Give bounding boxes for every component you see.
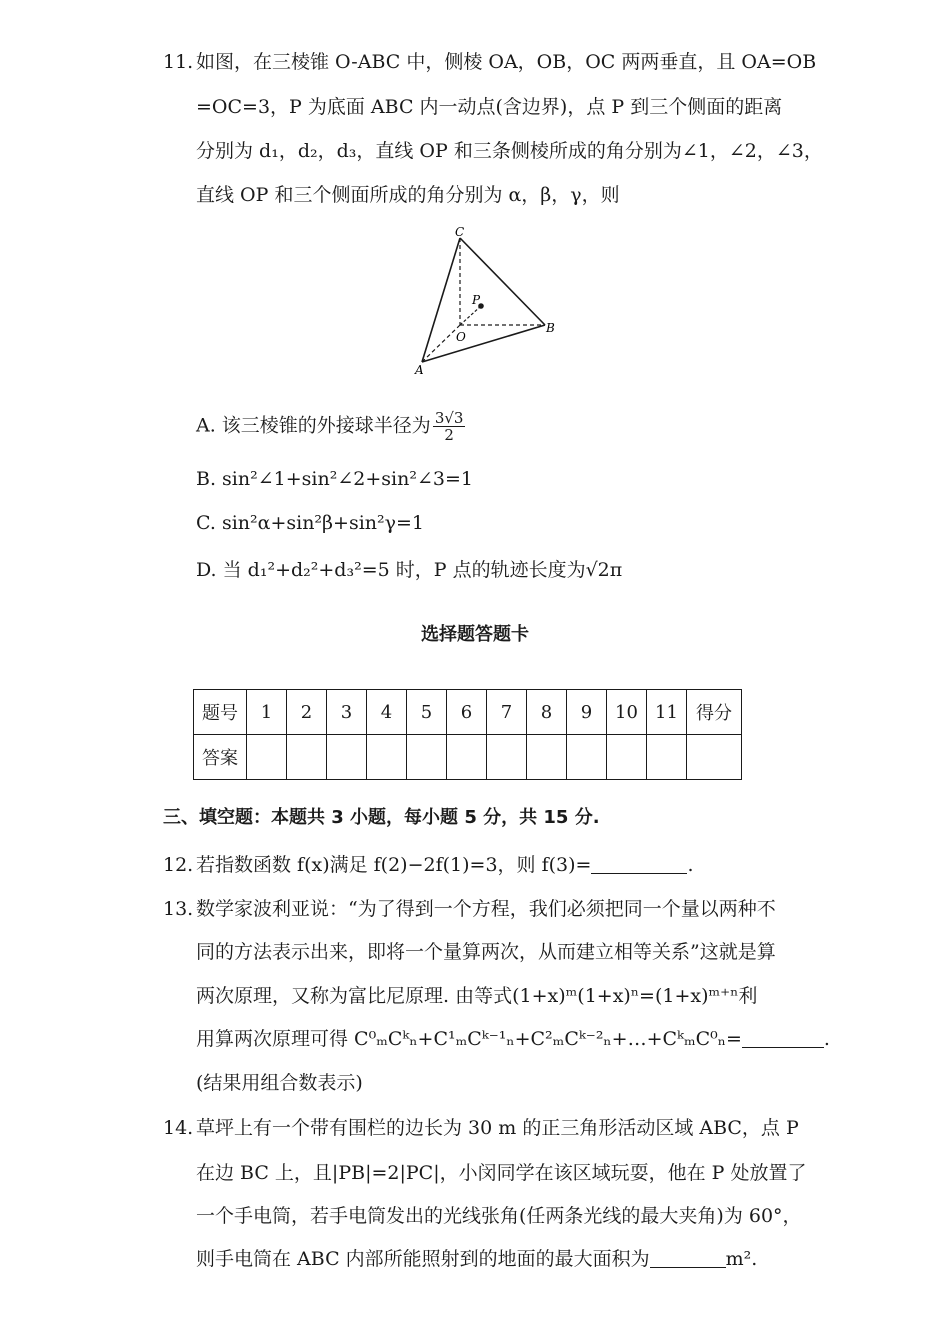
q11-option-c: C. sin²α+sin²β+sin²γ=1 [196, 512, 424, 534]
label-p: P [472, 293, 481, 307]
answer-cell[interactable] [407, 735, 447, 780]
segment-op [460, 306, 481, 325]
q11-option-a-text: A. 该三棱锥的外接球半径为 [196, 414, 431, 437]
edge-ca [422, 238, 460, 362]
answer-cell[interactable] [247, 735, 287, 780]
question-number-cell: 2 [287, 690, 327, 735]
answer-cell[interactable] [647, 735, 687, 780]
answer-card-row-numbers [194, 690, 742, 735]
answer-cell[interactable] [527, 735, 567, 780]
q14-line4 [196, 1245, 757, 1273]
answer-cell[interactable] [367, 735, 407, 780]
score-cell[interactable] [687, 735, 742, 780]
q14-line2: 在边 BC 上，且|PB|=2|PC|，小闵同学在该区域玩耍，他在 P 处放置了 [196, 1162, 807, 1184]
q13-line4-text: 用算两次原理可得 C⁰ₘCᵏₙ+C¹ₘCᵏ⁻¹ₙ+C²ₘCᵏ⁻²ₙ+…+CᵏₘC⁰ₙ= [196, 1028, 742, 1050]
q13-line1: 数学家波利亚说：“为了得到一个方程，我们必须把同一个量以两种不 [196, 898, 776, 920]
label-a: A [415, 363, 424, 377]
question-number-cell: 8 [527, 690, 567, 735]
q12-end: . [687, 854, 694, 876]
q11-option-a-fraction [433, 410, 466, 443]
q14-answer-blank[interactable] [650, 1247, 726, 1268]
answer-card-title: 选择题答题卡 [421, 624, 529, 645]
q13-line5: (结果用组合数表示) [196, 1072, 363, 1094]
section-3-heading: 三、填空题：本题共 3 小题，每小题 5 分，共 15 分. [163, 807, 600, 828]
edge-cb [460, 238, 545, 325]
q13-line2: 同的方法表示出来，即将一个量算两次，从而建立相等关系”这就是算 [196, 941, 776, 963]
q12-line [196, 851, 694, 879]
q11-line2: =OC=3，P 为底面 ABC 内一动点(含边界)，点 P 到三个侧面的距离 [196, 96, 783, 118]
question-number-cell: 10 [607, 690, 647, 735]
q13-line3: 两次原理，又称为富比尼原理. 由等式(1+x)ᵐ(1+x)ⁿ=(1+x)ᵐ⁺ⁿ利 [196, 985, 758, 1007]
q13-line4-end: . [823, 1028, 830, 1050]
row-label-answer: 答案 [194, 735, 247, 780]
q12-answer-blank[interactable] [591, 853, 687, 874]
answer-cell[interactable] [447, 735, 487, 780]
question-number-cell: 7 [487, 690, 527, 735]
q11-option-b: B. sin²∠1+sin²∠2+sin²∠3=1 [196, 468, 473, 490]
question-number-cell: 5 [407, 690, 447, 735]
label-c: C [455, 225, 465, 239]
label-b: B [546, 321, 555, 335]
answer-cell[interactable] [287, 735, 327, 780]
q13-answer-blank[interactable] [742, 1027, 824, 1048]
q11-option-a [196, 410, 465, 443]
answer-card-row-answers [194, 735, 742, 780]
tetrahedron-figure [405, 222, 565, 382]
question-number-cell: 6 [447, 690, 487, 735]
q14-line3: 一个手电筒，若手电筒发出的光线张角(任两条光线的最大夹角)为 60°， [196, 1205, 802, 1227]
q11-number: 11. [163, 51, 194, 73]
q12-text: 若指数函数 f(x)满足 f(2)−2f(1)=3，则 f(3)= [196, 854, 592, 876]
fraction-denominator: 2 [444, 426, 454, 444]
q11-line3: 分别为 d₁，d₂，d₃，直线 OP 和三条侧棱所成的角分别为∠1，∠2，∠3， [196, 140, 823, 162]
q11-line4: 直线 OP 和三个侧面所成的角分别为 α，β，γ，则 [196, 184, 620, 206]
q13-line4 [196, 1025, 830, 1053]
score-label-cell: 得分 [687, 690, 742, 735]
answer-cell[interactable] [607, 735, 647, 780]
q14-line1: 草坪上有一个带有围栏的边长为 30 m 的正三角形活动区域 ABC，点 P [196, 1117, 799, 1139]
question-number-cell: 1 [247, 690, 287, 735]
question-number-cell: 4 [367, 690, 407, 735]
answer-card-table [193, 689, 742, 780]
q11-option-d: D. 当 d₁²+d₂²+d₃²=5 时，P 点的轨迹长度为√2π [196, 559, 623, 581]
q13-number: 13. [163, 898, 194, 920]
label-o: O [456, 330, 466, 344]
row-label-number: 题号 [194, 690, 247, 735]
question-number-cell: 9 [567, 690, 607, 735]
q12-number: 12. [163, 854, 194, 876]
q14-number: 14. [163, 1117, 194, 1139]
question-number-cell: 11 [647, 690, 687, 735]
q14-line4-text: 则手电筒在 ABC 内部所能照射到的地面的最大面积为 [196, 1248, 650, 1270]
answer-cell[interactable] [567, 735, 607, 780]
q14-unit: m². [725, 1248, 758, 1270]
question-number-cell: 3 [327, 690, 367, 735]
edge-ab [422, 325, 545, 362]
fraction-numerator: 3√3 [434, 409, 464, 427]
answer-cell[interactable] [487, 735, 527, 780]
answer-cell[interactable] [327, 735, 367, 780]
q11-line1: 如图，在三棱锥 O-ABC 中，侧棱 OA，OB，OC 两两垂直，且 OA=OB [196, 51, 817, 73]
